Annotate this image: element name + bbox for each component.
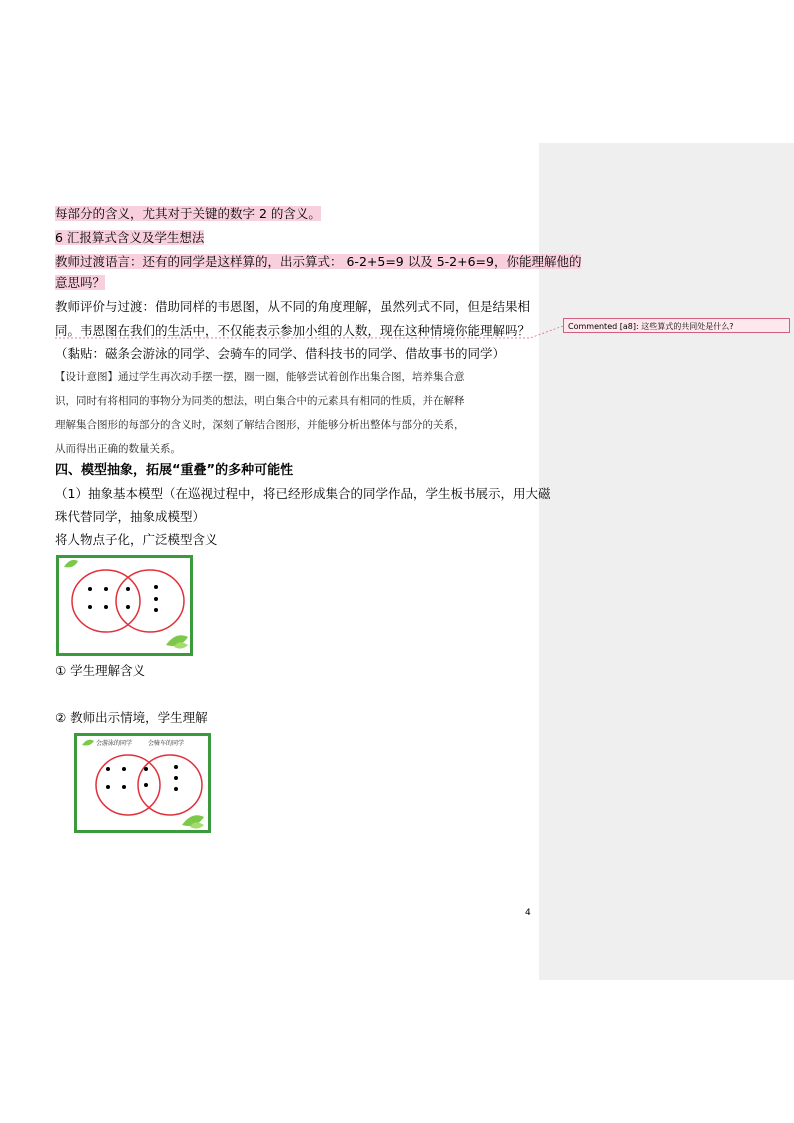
page-number: 4 <box>525 908 531 918</box>
text-line: 珠代替同学，抽象成模型） <box>55 509 206 524</box>
fig2-label-right: 会骑车的同学 <box>148 740 185 747</box>
venn-figure-2 <box>74 733 212 834</box>
design-intent-line: 【设计意图】通过学生再次动手摆一摆，圈一圈，能够尝试着创作出集合图，培养集合意 <box>55 371 465 383</box>
design-intent-line: 从而得出正确的数量关系。 <box>55 443 181 455</box>
highlighted-text: 每部分的含义，尤其对于关键的数字 2 的含义。 <box>55 206 321 221</box>
section-heading: 四、模型抽象，拓展“重叠”的多种可能性 <box>55 463 294 478</box>
list-item: ① 学生理解含义 <box>55 663 146 678</box>
text-line: 将人物点子化，广泛模型含义 <box>55 532 218 547</box>
text: 教师评价与过渡：借助同样的韦恩图，从不同的角度理解，虽然列式不同，但是结果相 <box>55 299 531 314</box>
text-line: （1）抽象基本模型（在巡视过程中，将已经形成集合的同学作品，学生板书展示，用大磁 <box>55 486 551 501</box>
design-intent-line: 理解集合图形的每部分的含义时，深刻了解结合图形，并能够分析出整体与部分的关系， <box>55 419 465 431</box>
highlighted-text: 意思吗？ <box>55 275 106 290</box>
list-item: ② 教师出示情境，学生理解 <box>55 710 208 725</box>
highlighted-text: 6 汇报算式含义及学生想法 <box>55 230 205 245</box>
venn-figure-1 <box>56 555 194 657</box>
fig2-label-left: 会游泳的同学 <box>96 740 133 747</box>
text: （黏贴：磁条会游泳的同学、会骑车的同学、借科技书的同学、借故事书的同学） <box>55 346 506 361</box>
design-intent-line: 识，同时有将相同的事物分为同类的想法，明白集合中的元素具有相同的性质，并在解释 <box>55 395 465 407</box>
text: 同。韦恩图在我们的生活中，不仅能表示参加小组的人数，现在这种情境你能理解吗？ <box>55 323 531 338</box>
highlighted-text: 教师过渡语言：还有的同学是这样算的，出示算式： 6-2+5=9 以及 5-2+6=9，你能理解他的 <box>55 254 582 269</box>
comment-bubble[interactable]: Commented [a8]: 这些算式的共同处是什么? <box>563 318 790 333</box>
